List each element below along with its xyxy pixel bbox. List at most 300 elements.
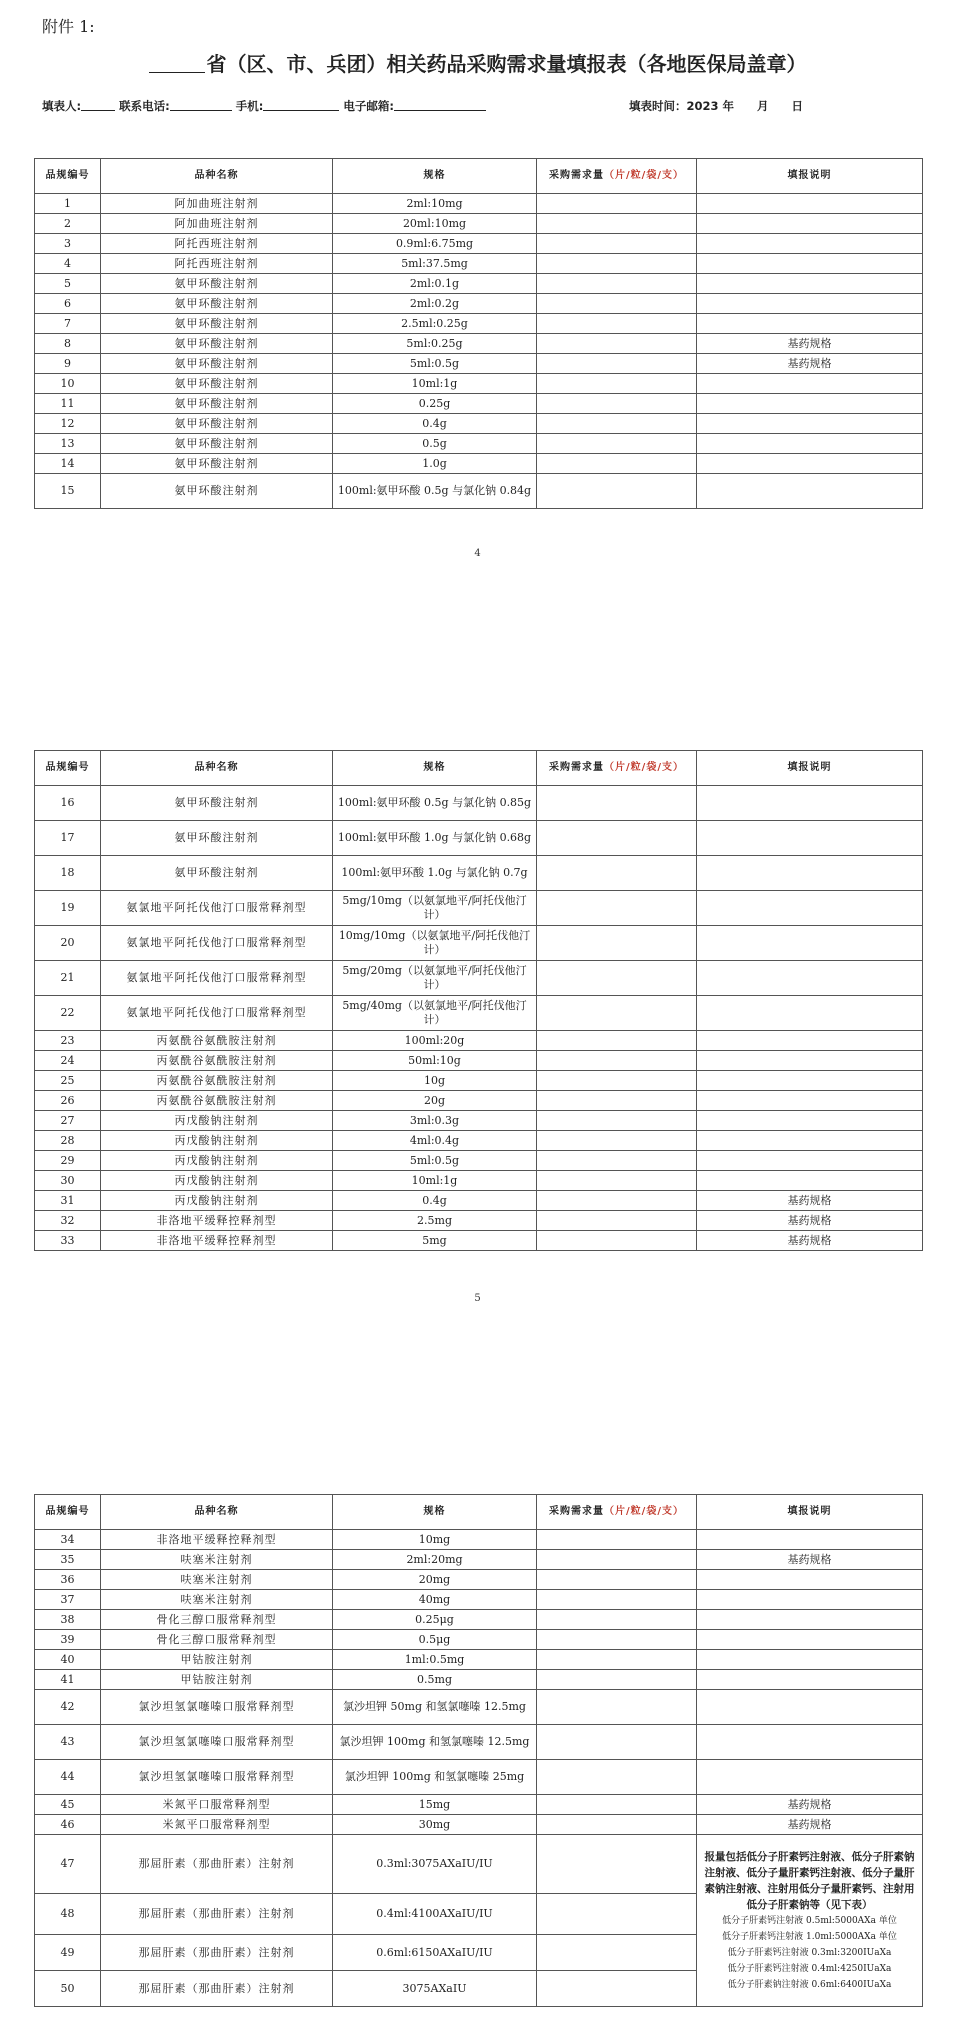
row-code: 37 <box>35 1590 101 1610</box>
table-row <box>35 996 923 1031</box>
row-spec: 2ml:10mg <box>333 194 537 214</box>
row-qty-input[interactable] <box>537 1111 697 1131</box>
row-note <box>697 254 923 274</box>
row-note <box>697 1071 923 1091</box>
table-header-row <box>35 1495 923 1530</box>
row-note <box>697 274 923 294</box>
row-spec: 0.4ml:4100AXaIU/IU <box>333 1894 537 1935</box>
row-qty-input[interactable] <box>537 234 697 254</box>
row-qty-input[interactable] <box>537 1795 697 1815</box>
table-row <box>35 1570 923 1590</box>
row-drug-name: 氨甲环酸注射剂 <box>101 434 333 454</box>
table-row <box>35 1211 923 1231</box>
column-header-spec: 规格 <box>333 1495 537 1530</box>
row-drug-name: 丙戊酸钠注射剂 <box>101 1191 333 1211</box>
row-qty-input[interactable] <box>537 1031 697 1051</box>
row-code: 43 <box>35 1725 101 1760</box>
table-row <box>35 1071 923 1091</box>
row-code: 4 <box>35 254 101 274</box>
row-note <box>697 374 923 394</box>
row-note <box>697 1650 923 1670</box>
column-header-code: 品规编号 <box>35 751 101 786</box>
table-row <box>35 454 923 474</box>
row-spec: 0.3ml:3075AXaIU/IU <box>333 1835 537 1894</box>
row-spec: 0.5g <box>333 434 537 454</box>
row-qty-input[interactable] <box>537 354 697 374</box>
row-drug-name: 非洛地平缓释控释剂型 <box>101 1211 333 1231</box>
row-qty-input[interactable] <box>537 996 697 1031</box>
column-header-qty-label: 采购需求量 <box>549 762 605 773</box>
row-code: 40 <box>35 1650 101 1670</box>
row-note <box>697 1725 923 1760</box>
row-note <box>697 1570 923 1590</box>
row-qty-input[interactable] <box>537 374 697 394</box>
table-row <box>35 354 923 374</box>
column-header-qty-unit: （片/粒/袋/支） <box>604 1506 684 1517</box>
fill-time: 填表时间：2023 年 月 日 <box>628 99 803 113</box>
row-code: 12 <box>35 414 101 434</box>
row-drug-name: 氨氯地平阿托伐他汀口服常释剂型 <box>101 961 333 996</box>
row-qty-input[interactable] <box>537 474 697 509</box>
row-code: 46 <box>35 1815 101 1835</box>
row-spec: 5mg/20mg（以氨氯地平/阿托伐他汀计） <box>333 961 537 996</box>
row-code: 39 <box>35 1630 101 1650</box>
row-drug-name: 那屈肝素（那曲肝素）注射剂 <box>101 1935 333 1971</box>
column-header-spec: 规格 <box>333 159 537 194</box>
row-note <box>697 394 923 414</box>
row-note <box>697 1610 923 1630</box>
heparin-note-line: 低分子肝素钙注射液 0.3ml:3200IUaXa <box>727 1947 892 1958</box>
row-spec: 10mg <box>333 1530 537 1550</box>
row-note <box>697 474 923 509</box>
row-drug-name: 氨甲环酸注射剂 <box>101 314 333 334</box>
table-row <box>35 786 923 821</box>
table-row <box>35 214 923 234</box>
row-code: 17 <box>35 821 101 856</box>
row-code: 9 <box>35 354 101 374</box>
row-qty-input[interactable] <box>537 1650 697 1670</box>
row-note: 基药规格 <box>697 1231 923 1251</box>
row-drug-name: 非洛地平缓释控释剂型 <box>101 1530 333 1550</box>
row-note <box>697 194 923 214</box>
table-row <box>35 926 923 961</box>
table-row <box>35 821 923 856</box>
row-qty-input[interactable] <box>537 1071 697 1091</box>
table-row <box>35 1630 923 1650</box>
row-note <box>697 1171 923 1191</box>
row-spec: 2ml:0.1g <box>333 274 537 294</box>
column-header-code: 品规编号 <box>35 1495 101 1530</box>
row-drug-name: 米氮平口服常释剂型 <box>101 1795 333 1815</box>
row-code: 30 <box>35 1171 101 1191</box>
row-drug-name: 骨化三醇口服常释剂型 <box>101 1610 333 1630</box>
row-note <box>697 891 923 926</box>
row-note <box>697 434 923 454</box>
row-qty-input[interactable] <box>537 294 697 314</box>
column-header-qty-label: 采购需求量 <box>549 170 605 181</box>
row-qty-input[interactable] <box>537 254 697 274</box>
row-code: 5 <box>35 274 101 294</box>
row-qty-input[interactable] <box>537 1760 697 1795</box>
row-qty-input[interactable] <box>537 1935 697 1971</box>
column-header-code: 品规编号 <box>35 159 101 194</box>
row-qty-input[interactable] <box>537 454 697 474</box>
row-qty-input[interactable] <box>537 926 697 961</box>
row-spec: 10g <box>333 1071 537 1091</box>
table-row <box>35 1530 923 1550</box>
row-code: 31 <box>35 1191 101 1211</box>
attachment-label: 附件 1: <box>42 17 95 36</box>
row-qty-input[interactable] <box>537 1550 697 1570</box>
row-spec: 15mg <box>333 1795 537 1815</box>
row-spec: 20mg <box>333 1570 537 1590</box>
row-note <box>697 1530 923 1550</box>
row-drug-name: 丙戊酸钠注射剂 <box>101 1111 333 1131</box>
row-note <box>697 1590 923 1610</box>
table-row <box>35 374 923 394</box>
row-note <box>697 214 923 234</box>
row-drug-name: 米氮平口服常释剂型 <box>101 1815 333 1835</box>
row-spec: 20g <box>333 1091 537 1111</box>
row-code: 22 <box>35 996 101 1031</box>
row-code: 10 <box>35 374 101 394</box>
row-qty-input[interactable] <box>537 961 697 996</box>
row-qty-input[interactable] <box>537 214 697 234</box>
fill-info-row: 填表人: 联系电话: 手机: 电子邮箱: 填表时间：2023 年 月 日 <box>42 99 803 113</box>
column-header-spec: 规格 <box>333 751 537 786</box>
column-header-name: 品种名称 <box>101 1495 333 1530</box>
row-note: 基药规格 <box>697 1815 923 1835</box>
row-code: 41 <box>35 1670 101 1690</box>
column-header-qty <box>537 751 697 786</box>
row-qty-input[interactable] <box>537 1231 697 1251</box>
heparin-note-line: 低分子肝素钙注射液 0.4ml:4250IUaXa <box>727 1963 892 1974</box>
row-qty-input[interactable] <box>537 434 697 454</box>
table-row <box>35 254 923 274</box>
row-code: 8 <box>35 334 101 354</box>
row-spec: 100ml:20g <box>333 1031 537 1051</box>
row-spec: 0.4g <box>333 414 537 434</box>
row-spec: 5mg/40mg（以氨氯地平/阿托伐他汀计） <box>333 996 537 1031</box>
row-qty-input[interactable] <box>537 394 697 414</box>
row-code: 13 <box>35 434 101 454</box>
table-row <box>35 1171 923 1191</box>
mobile-field[interactable] <box>263 99 339 111</box>
row-qty-input[interactable] <box>537 1894 697 1935</box>
fill-person-field[interactable] <box>81 99 115 111</box>
row-code: 2 <box>35 214 101 234</box>
row-code: 42 <box>35 1690 101 1725</box>
row-qty-input[interactable] <box>537 1171 697 1191</box>
row-note: 基药规格 <box>697 354 923 374</box>
row-spec: 0.9ml:6.75mg <box>333 234 537 254</box>
row-note <box>697 961 923 996</box>
row-drug-name: 呋塞米注射剂 <box>101 1590 333 1610</box>
row-note: 基药规格 <box>697 1550 923 1570</box>
row-code: 23 <box>35 1031 101 1051</box>
row-spec: 5mg/10mg（以氨氯地平/阿托伐他汀计） <box>333 891 537 926</box>
row-drug-name: 氨氯地平阿托伐他汀口服常释剂型 <box>101 891 333 926</box>
row-spec: 氯沙坦钾 100mg 和氢氯噻嗪 12.5mg <box>333 1725 537 1760</box>
heparin-note <box>697 1835 923 2007</box>
row-drug-name: 阿加曲班注射剂 <box>101 214 333 234</box>
row-qty-input[interactable] <box>537 334 697 354</box>
table-row <box>35 1690 923 1725</box>
row-drug-name: 那屈肝素（那曲肝素）注射剂 <box>101 1835 333 1894</box>
column-header-name: 品种名称 <box>101 159 333 194</box>
row-spec: 5mg <box>333 1231 537 1251</box>
table-row <box>35 314 923 334</box>
row-note <box>697 1031 923 1051</box>
row-drug-name: 氨甲环酸注射剂 <box>101 786 333 821</box>
row-code: 1 <box>35 194 101 214</box>
table-row <box>35 294 923 314</box>
row-code: 38 <box>35 1610 101 1630</box>
row-note <box>697 1630 923 1650</box>
row-qty-input[interactable] <box>537 1211 697 1231</box>
row-note <box>697 1670 923 1690</box>
row-code: 14 <box>35 454 101 474</box>
row-spec: 10mg/10mg（以氨氯地平/阿托伐他汀计） <box>333 926 537 961</box>
row-spec: 4ml:0.4g <box>333 1131 537 1151</box>
table-row <box>35 394 923 414</box>
table-row <box>35 194 923 214</box>
row-drug-name: 氨甲环酸注射剂 <box>101 454 333 474</box>
row-qty-input[interactable] <box>537 1151 697 1171</box>
row-drug-name: 氯沙坦氢氯噻嗪口服常释剂型 <box>101 1690 333 1725</box>
row-code: 24 <box>35 1051 101 1071</box>
row-drug-name: 阿托西班注射剂 <box>101 234 333 254</box>
row-code: 27 <box>35 1111 101 1131</box>
row-note <box>697 821 923 856</box>
table-row <box>35 1131 923 1151</box>
row-spec: 2ml:20mg <box>333 1550 537 1570</box>
row-note <box>697 1131 923 1151</box>
email-field[interactable] <box>394 99 486 111</box>
row-spec: 2.5mg <box>333 1211 537 1231</box>
row-spec: 0.4g <box>333 1191 537 1211</box>
row-qty-input[interactable] <box>537 891 697 926</box>
table-row <box>35 1051 923 1071</box>
row-qty-input[interactable] <box>537 1590 697 1610</box>
row-note <box>697 786 923 821</box>
row-code: 7 <box>35 314 101 334</box>
row-spec: 0.25μg <box>333 1610 537 1630</box>
contact-phone-field[interactable] <box>170 99 232 111</box>
row-qty-input[interactable] <box>537 1091 697 1111</box>
row-code: 28 <box>35 1131 101 1151</box>
row-qty-input[interactable] <box>537 1051 697 1071</box>
table-row <box>35 1815 923 1835</box>
row-qty-input[interactable] <box>537 1630 697 1650</box>
row-qty-input[interactable] <box>537 414 697 434</box>
row-spec: 0.25g <box>333 394 537 414</box>
row-drug-name: 氨氯地平阿托伐他汀口服常释剂型 <box>101 926 333 961</box>
row-drug-name: 甲钴胺注射剂 <box>101 1670 333 1690</box>
row-spec: 0.5mg <box>333 1670 537 1690</box>
requirement-table-page-1 <box>34 158 923 509</box>
row-drug-name: 氨甲环酸注射剂 <box>101 394 333 414</box>
column-header-qty <box>537 1495 697 1530</box>
table-row <box>35 274 923 294</box>
row-note <box>697 294 923 314</box>
column-header-qty-label: 采购需求量 <box>549 1506 605 1517</box>
row-code: 25 <box>35 1071 101 1091</box>
row-drug-name: 氨甲环酸注射剂 <box>101 821 333 856</box>
row-code: 15 <box>35 474 101 509</box>
row-code: 49 <box>35 1935 101 1971</box>
row-code: 32 <box>35 1211 101 1231</box>
row-drug-name: 氨甲环酸注射剂 <box>101 294 333 314</box>
row-qty-input[interactable] <box>537 856 697 891</box>
row-note <box>697 1051 923 1071</box>
row-code: 35 <box>35 1550 101 1570</box>
row-spec: 5ml:0.5g <box>333 354 537 374</box>
row-qty-input[interactable] <box>537 1610 697 1630</box>
row-spec: 氯沙坦钾 50mg 和氢氯噻嗪 12.5mg <box>333 1690 537 1725</box>
row-code: 16 <box>35 786 101 821</box>
row-code: 48 <box>35 1894 101 1935</box>
row-spec: 2ml:0.2g <box>333 294 537 314</box>
row-code: 33 <box>35 1231 101 1251</box>
heparin-note-line: 低分子肝素钠注射液 0.6ml:6400IUaXa <box>727 1979 892 1990</box>
row-code: 45 <box>35 1795 101 1815</box>
row-drug-name: 氯沙坦氢氯噻嗪口服常释剂型 <box>101 1725 333 1760</box>
row-note: 基药规格 <box>697 1211 923 1231</box>
row-spec: 30mg <box>333 1815 537 1835</box>
row-qty-input[interactable] <box>537 1971 697 2007</box>
row-drug-name: 那屈肝素（那曲肝素）注射剂 <box>101 1971 333 2007</box>
row-qty-input[interactable] <box>537 1530 697 1550</box>
row-spec: 5ml:0.5g <box>333 1151 537 1171</box>
row-spec: 10ml:1g <box>333 374 537 394</box>
row-drug-name: 甲钴胺注射剂 <box>101 1650 333 1670</box>
row-qty-input[interactable] <box>537 1131 697 1151</box>
row-note <box>697 856 923 891</box>
table-row <box>35 474 923 509</box>
row-qty-input[interactable] <box>537 1815 697 1835</box>
table-row <box>35 1760 923 1795</box>
province-blank[interactable] <box>149 54 205 73</box>
row-spec: 1ml:0.5mg <box>333 1650 537 1670</box>
row-spec: 20ml:10mg <box>333 214 537 234</box>
row-drug-name: 丙氨酰谷氨酰胺注射剂 <box>101 1031 333 1051</box>
row-note <box>697 926 923 961</box>
row-qty-input[interactable] <box>537 1670 697 1690</box>
requirement-table-page-3 <box>34 1494 923 2007</box>
row-note: 基药规格 <box>697 1795 923 1815</box>
table-row <box>35 414 923 434</box>
row-spec: 100ml:氨甲环酸 1.0g 与氯化钠 0.7g <box>333 856 537 891</box>
row-note: 基药规格 <box>697 1191 923 1211</box>
row-qty-input[interactable] <box>537 786 697 821</box>
row-drug-name: 氨氯地平阿托伐他汀口服常释剂型 <box>101 996 333 1031</box>
table-row <box>35 1191 923 1211</box>
row-qty-input[interactable] <box>537 314 697 334</box>
table-header-row <box>35 159 923 194</box>
row-spec: 100ml:氨甲环酸 0.5g 与氯化钠 0.85g <box>333 786 537 821</box>
row-spec: 5ml:37.5mg <box>333 254 537 274</box>
row-note <box>697 1111 923 1131</box>
row-drug-name: 氨甲环酸注射剂 <box>101 334 333 354</box>
row-drug-name: 氨甲环酸注射剂 <box>101 856 333 891</box>
table-row <box>35 1091 923 1111</box>
row-drug-name: 阿加曲班注射剂 <box>101 194 333 214</box>
heparin-note-line: 低分子肝素钙注射液 0.5ml:5000AXa 单位 <box>722 1915 897 1926</box>
row-qty-input[interactable] <box>537 1690 697 1725</box>
row-drug-name: 丙氨酰谷氨酰胺注射剂 <box>101 1091 333 1111</box>
row-drug-name: 丙戊酸钠注射剂 <box>101 1151 333 1171</box>
row-note <box>697 1151 923 1171</box>
table-row <box>35 1231 923 1251</box>
row-qty-input[interactable] <box>537 1725 697 1760</box>
row-qty-input[interactable] <box>537 194 697 214</box>
table-row <box>35 1031 923 1051</box>
table-row <box>35 1550 923 1570</box>
row-code: 20 <box>35 926 101 961</box>
heparin-note-summary: 报量包括低分子肝素钙注射液、低分子肝素钠注射液、低分子量肝素钙注射液、低分子量肝素钠注射液、注射用低分子量肝素钙、注射用低分子肝素钠等（见下表） <box>704 1850 915 1911</box>
row-spec: 氯沙坦钾 100mg 和氢氯噻嗪 25mg <box>333 1760 537 1795</box>
row-qty-input[interactable] <box>537 1570 697 1590</box>
row-drug-name: 非洛地平缓释控释剂型 <box>101 1231 333 1251</box>
table-row <box>35 1610 923 1630</box>
table-row <box>35 1151 923 1171</box>
row-note <box>697 314 923 334</box>
row-qty-input[interactable] <box>537 1835 697 1894</box>
row-note <box>697 414 923 434</box>
column-header-note: 填报说明 <box>697 159 923 194</box>
row-qty-input[interactable] <box>537 1191 697 1211</box>
row-drug-name: 骨化三醇口服常释剂型 <box>101 1630 333 1650</box>
table-row <box>35 1590 923 1610</box>
row-spec: 3075AXaIU <box>333 1971 537 2007</box>
row-code: 26 <box>35 1091 101 1111</box>
row-drug-name: 氨甲环酸注射剂 <box>101 354 333 374</box>
column-header-note: 填报说明 <box>697 751 923 786</box>
row-spec: 50ml:10g <box>333 1051 537 1071</box>
table-row <box>35 334 923 354</box>
row-code: 36 <box>35 1570 101 1590</box>
row-code: 44 <box>35 1760 101 1795</box>
row-drug-name: 氨甲环酸注射剂 <box>101 274 333 294</box>
table-row <box>35 434 923 454</box>
column-header-qty-unit: （片/粒/袋/支） <box>604 762 684 773</box>
column-header-note: 填报说明 <box>697 1495 923 1530</box>
row-drug-name: 那屈肝素（那曲肝素）注射剂 <box>101 1894 333 1935</box>
row-note <box>697 1760 923 1795</box>
row-drug-name: 丙氨酰谷氨酰胺注射剂 <box>101 1051 333 1071</box>
row-code: 19 <box>35 891 101 926</box>
row-drug-name: 氨甲环酸注射剂 <box>101 474 333 509</box>
table-row <box>35 1835 923 1894</box>
page-title: 省（区、市、兵团）相关药品采购需求量填报表（各地医保局盖章） <box>0 48 955 77</box>
row-spec: 10ml:1g <box>333 1171 537 1191</box>
row-code: 34 <box>35 1530 101 1550</box>
row-spec: 2.5ml:0.25g <box>333 314 537 334</box>
row-code: 29 <box>35 1151 101 1171</box>
row-spec: 100ml:氨甲环酸 0.5g 与氯化钠 0.84g <box>333 474 537 509</box>
row-qty-input[interactable] <box>537 274 697 294</box>
row-drug-name: 氨甲环酸注射剂 <box>101 374 333 394</box>
table-row <box>35 961 923 996</box>
table-row <box>35 891 923 926</box>
table-row <box>35 856 923 891</box>
table-row <box>35 1650 923 1670</box>
row-code: 21 <box>35 961 101 996</box>
column-header-qty-unit: （片/粒/袋/支） <box>604 170 684 181</box>
row-spec: 40mg <box>333 1590 537 1610</box>
row-qty-input[interactable] <box>537 821 697 856</box>
